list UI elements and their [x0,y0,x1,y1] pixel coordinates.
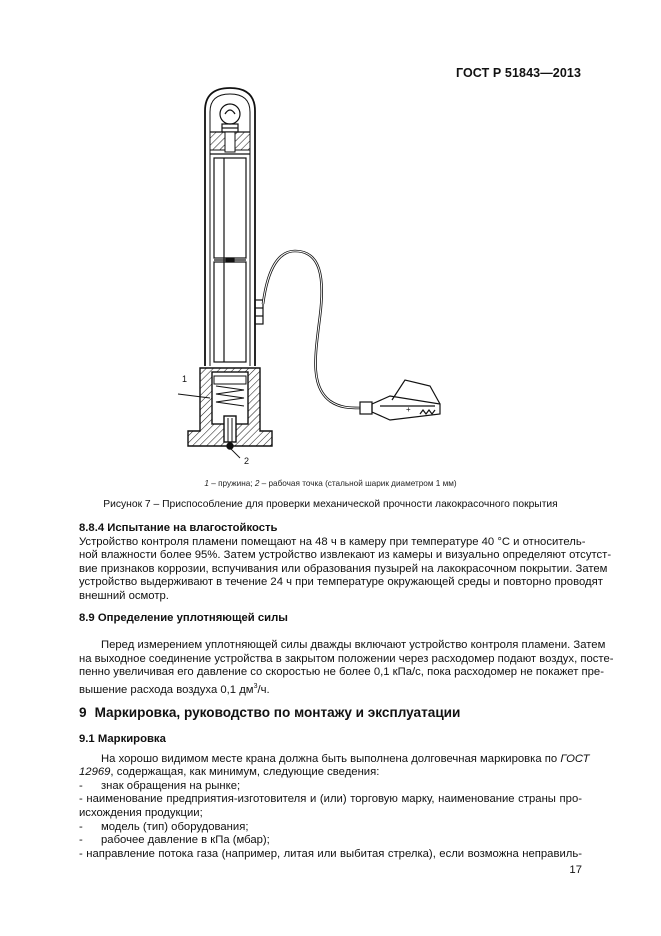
figure-caption: Рисунок 7 – Приспособление для проверки механической прочности лакокрасочного покрытия [103,499,558,510]
superscript: 3 [253,682,258,690]
alligator-clip-icon [360,380,440,420]
section-8-8-4 [79,522,612,604]
section-heading: 8.8.4 Испытание на влагостойкость [79,522,278,534]
list-text: модель (тип) оборудования; [101,820,249,833]
section-number: 9 [79,705,87,720]
base-housing [188,368,272,449]
section-heading: 9.1 Маркировка [79,733,166,745]
paragraph-line: на выходное соединение устройства в закрытом положении через расходомер подают воздух, посте- [79,652,614,665]
figure-7-svg [170,86,470,466]
cable [263,251,360,408]
legend-num-1: 1 [204,479,209,488]
legend-num-2: 2 [254,479,260,488]
paragraph-line: внешний осмотр. [79,589,169,602]
list-dash: - [79,834,83,847]
paragraph-line [79,752,590,767]
legend-text-2: – рабочая точка (стальной шарик диаметром 1 мм) [259,479,457,488]
list-item: - наименование предприятия-изготовителя и (или) торговую марку, наименование страны про- [79,793,582,806]
list-item [79,834,582,848]
tube-body [205,88,255,366]
paragraph-line: Перед измерением уплотняющей силы дважды включают устройство контроля пламени. Затем [101,639,606,652]
lamp-bulb-icon [220,104,240,132]
list-text: рабочее давление в кПа (мбар); [101,834,270,847]
clip-plus-label: + [406,405,411,414]
text-run: /ч. [257,683,270,696]
list-item [79,821,582,835]
paragraph-line: Устройство контроля пламени помещают на 48 ч в камеру при температуре 40 °С и относитель- [79,535,586,548]
section-9-1 [79,733,590,861]
section-title: Маркировка, руководство по монтажу и эксплуатации [94,705,461,720]
list-text: знак обращения на рынке; [101,779,241,792]
figure-legend [0,479,661,488]
document-header: ГОСТ Р 51843—2013 [455,66,581,80]
list-item-continuation: исхождения продукции; [79,806,203,819]
standard-ref: 12969 [79,766,111,779]
batteries [214,158,246,362]
figure-7-drawing [170,86,470,466]
paragraph-line: вие признаков коррозии, вспучивания или образования пузырей на лакокрасочном покрытии. Затем [79,562,608,575]
paragraph-line [79,680,582,697]
text-run: вышение расхода воздуха 0,1 дм [79,683,254,696]
paragraph-line: устройство выдерживают в течение 24 ч при температуре окружающей среды и повторно проводят [79,576,603,589]
list-dash: - [79,779,83,792]
paragraph-line: пенно увеличивая его давление со скоростью не более 0,1 кПа/с, пока расходомер не покажет пре- [79,666,604,679]
top-cap [210,132,250,154]
list-item: - направление потока газа (например, литая или выбитая стрелка), если возможна неправиль- [79,847,582,860]
page-number: 17 [569,864,582,876]
section-heading: 8.9 Определение уплотняющей силы [79,612,288,624]
text-run: , содержащая, как минимум, следующие сведения: [110,766,380,779]
list-item [79,780,582,794]
callout-1: 1 [182,374,188,384]
text-run: На хорошо видимом месте крана должна быть выполнена долговечная маркировка по [101,752,561,765]
callout-2: 2 [244,456,250,466]
paragraph-line: ной влажности более 95%. Затем устройство извлекают из камеры и визуально определяют отсутст- [79,549,612,562]
paragraph-line [79,766,582,780]
legend-text-1: – пружина; [208,479,255,488]
section-8-9 [79,612,614,697]
list-dash: - [79,820,83,833]
section-9-heading [79,705,460,720]
blank-line [79,626,582,640]
standard-ref: ГОСТ [560,752,590,765]
